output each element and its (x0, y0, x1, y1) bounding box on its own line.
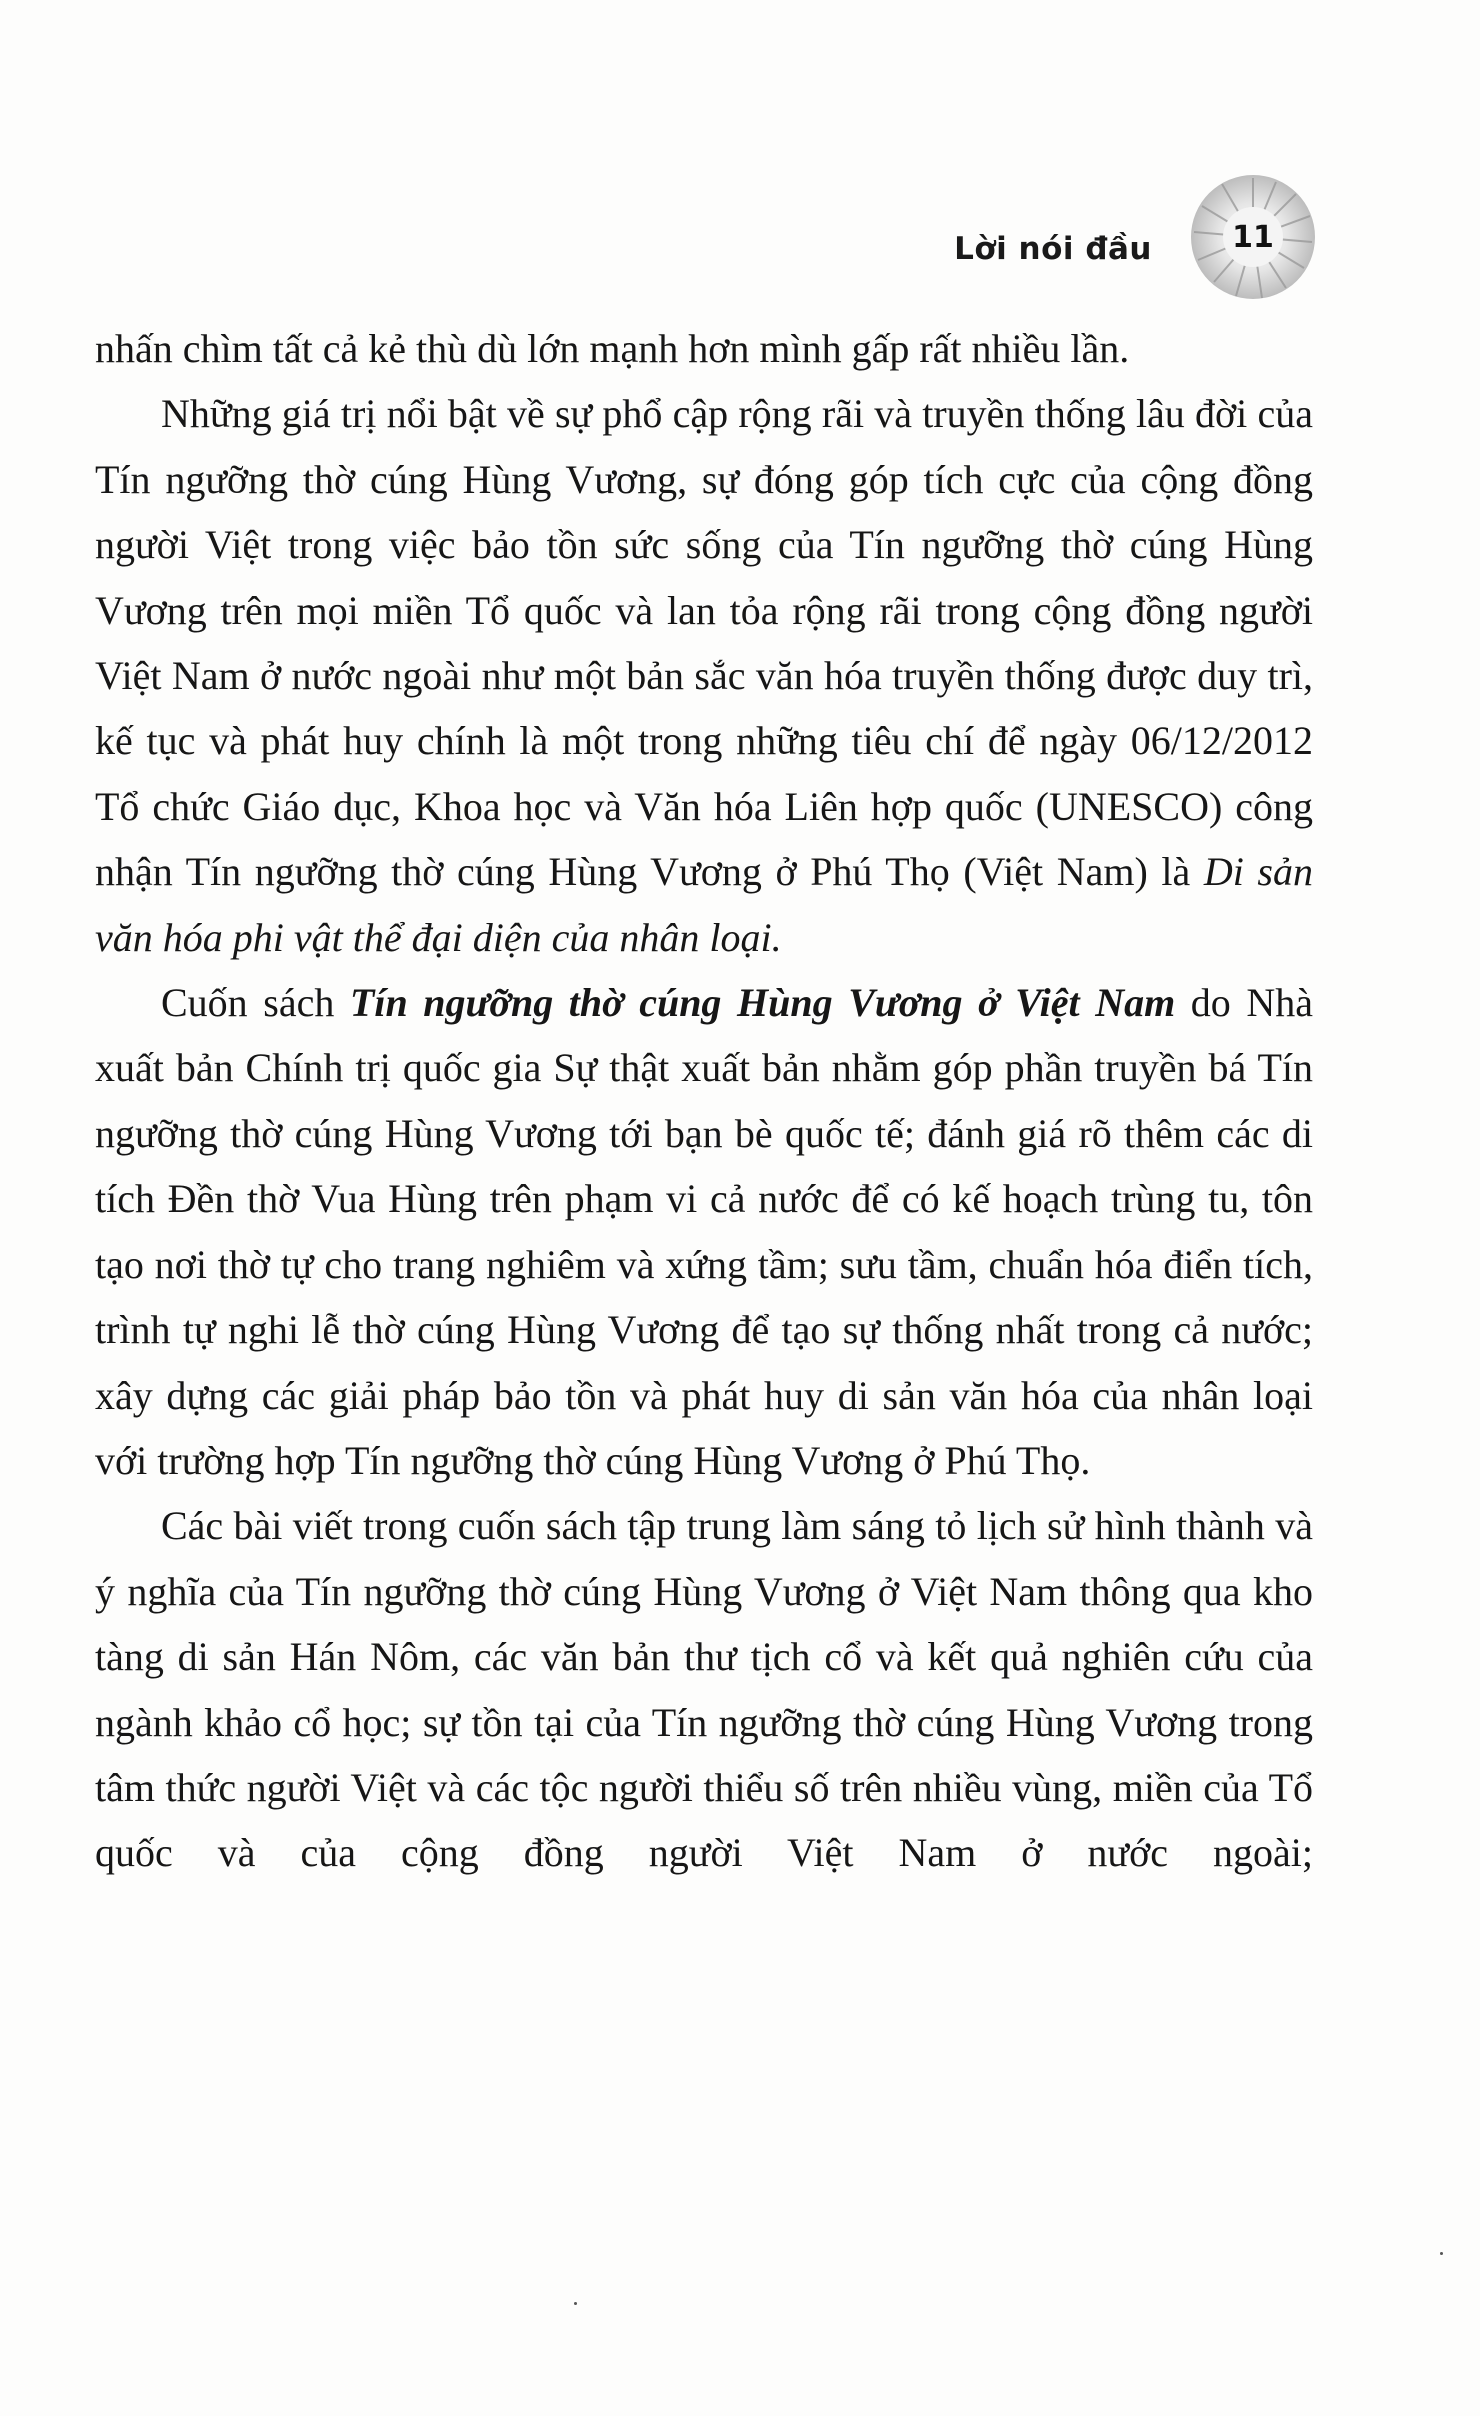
paragraph-3-lead: Cuốn sách (161, 980, 350, 1026)
page-number-badge (1186, 170, 1320, 304)
running-header (954, 170, 1320, 304)
paragraph-1: nhấn chìm tất cả kẻ thù dù lớn mạnh hơn mình gấp rất nhiều lần. (95, 326, 1130, 371)
paragraph-3-text: do Nhà xuất bản Chính trị quốc gia Sự thật xuất bản nhằm góp phần truyền bá Tín ngưỡng thờ cúng Hùng Vương tới bạn bè quốc tế; đánh giá rõ thêm các di tích Đền thờ Vua Hùng trên phạm vi cả nước để có kế hoạch trùng tu, tôn tạo nơi thờ tự cho trang nghiêm và xứng tầm; sưu tầm, chuẩn hóa điển tích, trình tự nghi lễ thờ cúng Hùng Vương để tạo sự thống nhất trong cả nước; xây dựng các giải pháp bảo tồn và phát huy di sản văn hóa của nhân loại với trường hợp Tín ngưỡng thờ cúng Hùng Vương ở Phú Thọ. (95, 980, 1313, 1483)
page-number: 11 (1232, 219, 1274, 255)
print-speck (1440, 2252, 1443, 2255)
book-title: Tín ngưỡng thờ cúng Hùng Vương ở Việt Nam (349, 980, 1176, 1026)
body-text (95, 316, 1313, 1886)
heritage-title: Di sản văn hóa phi vật thể đại diện của nhân loại. (95, 849, 1313, 960)
section-title: Lời nói đầu (954, 231, 1152, 267)
paragraph-4: Các bài viết trong cuốn sách tập trung làm sáng tỏ lịch sử hình thành và ý nghĩa của Tín ngưỡng thờ cúng Hùng Vương ở Việt Nam thông qua kho tàng di sản Hán Nôm, các văn bản thư tịch cổ và kết quả nghiên cứu của ngành khảo cổ học; sự tồn tại của Tín ngưỡng thờ cúng Hùng Vương trong tâm thức người Việt và các tộc người thiểu số trên nhiều vùng, miền của Tổ quốc và của cộng đồng người Việt Nam ở nước ngoài; (95, 1503, 1313, 1876)
print-speck (574, 2302, 577, 2305)
paragraph-2-text: Những giá trị nổi bật về sự phổ cập rộng rãi và truyền thống lâu đời của Tín ngưỡng thờ cúng Hùng Vương, sự đóng góp tích cực của cộng đồng người Việt trong việc bảo tồn sức sống của Tín ngưỡng thờ cúng Hùng Vương trên mọi miền Tổ quốc và lan tỏa rộng rãi trong cộng đồng người Việt Nam ở nước ngoài như một bản sắc văn hóa truyền thống được duy trì, kế tục và phát huy chính là một trong những tiêu chí để ngày 06/12/2012 Tổ chức Giáo dục, Khoa học và Văn hóa Liên hợp quốc (UNESCO) công nhận Tín ngưỡng thờ cúng Hùng Vương ở Phú Thọ (Việt Nam) là (95, 391, 1313, 895)
paragraph-3 (95, 970, 1313, 1493)
paragraph-2 (95, 381, 1313, 970)
